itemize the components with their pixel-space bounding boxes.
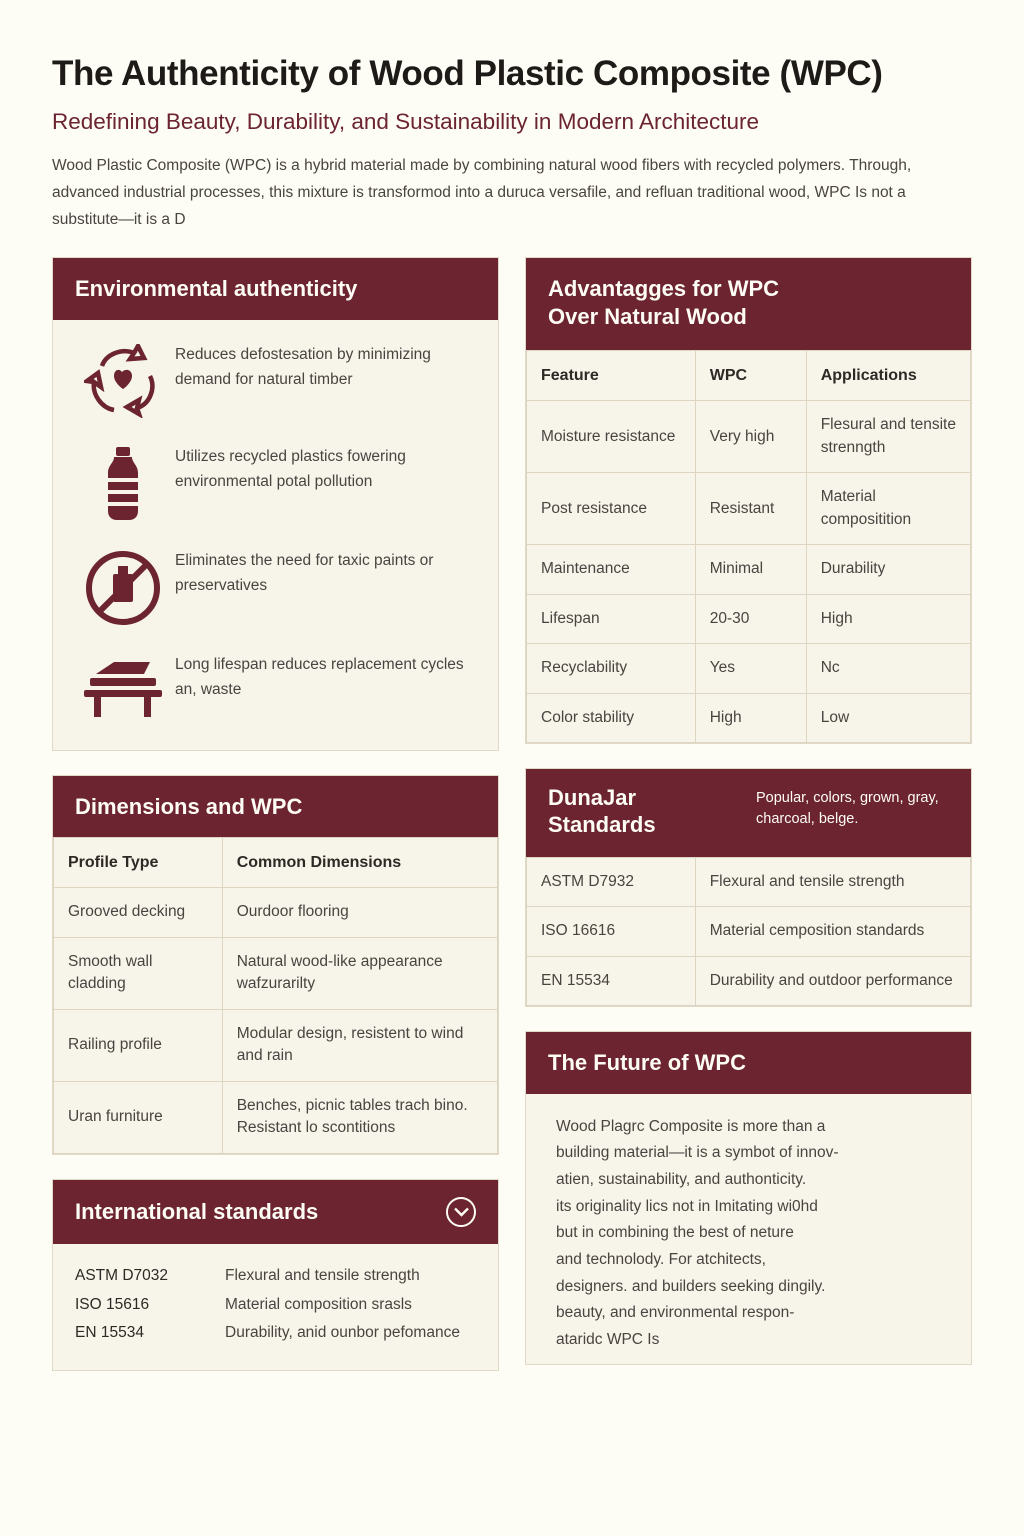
table-cell: EN 15534 (527, 956, 696, 1005)
table-row (527, 473, 971, 545)
future-line: its originality lics not in Imitating wi0hd (556, 1197, 818, 1215)
table-cell: Color stability (527, 693, 696, 742)
list-item (71, 652, 474, 718)
bench-icon (71, 652, 175, 718)
table-cell: Durability (806, 545, 970, 594)
table-row (54, 1081, 498, 1153)
card-header (526, 769, 971, 857)
dunajar-table-wrap (526, 857, 971, 1006)
column-header: Profile Type (54, 838, 223, 888)
dimensions-table-wrap (53, 837, 498, 1153)
table-row (527, 545, 971, 594)
no-toxic-paint-icon (71, 548, 175, 626)
card-dunajar-standards (525, 768, 972, 1007)
table-cell: Durability and outdoor performance (695, 956, 970, 1005)
advantages-table-wrap (526, 350, 971, 743)
standard-code: ISO 15616 (75, 1295, 150, 1313)
table-cell: Railing profile (54, 1009, 223, 1081)
column-header: WPC (695, 351, 806, 401)
dunajar-table (526, 857, 971, 1006)
future-line: beauty, and environmental respon- (556, 1304, 795, 1322)
table-cell: Ourdoor flooring (222, 888, 497, 937)
list-item-label: Reduces defostesation by minimizing demand for natural timber (175, 345, 431, 388)
table-header-row (527, 351, 971, 401)
chevron-down-circle-icon[interactable] (446, 1197, 476, 1227)
future-heading: The Future of WPC (548, 1050, 746, 1076)
page-title: The Authenticity of Wood Plastic Composite (WPC) (52, 54, 883, 93)
standard-code: EN 15534 (75, 1324, 144, 1342)
list-item-label: Eliminates the need for taxic paints or preservatives (175, 551, 434, 594)
table-row (527, 594, 971, 643)
column-header: Common Dimensions (222, 838, 497, 888)
standard-desc: Flexural and tensile strength (225, 1266, 420, 1284)
table-cell: Uran furniture (54, 1081, 223, 1153)
card-future-of-wpc (525, 1031, 972, 1364)
standard-desc: Material composition srasls (225, 1295, 412, 1313)
content-columns (52, 257, 972, 1395)
table-cell: ASTM D7932 (527, 857, 696, 906)
table-cell: ISO 16616 (527, 907, 696, 956)
recycle-arrows-icon (71, 342, 175, 418)
column-header: Applications (806, 351, 970, 401)
list-item (71, 342, 474, 418)
dunajar-heading-line1: DunaJar (548, 785, 637, 811)
advantages-table (526, 350, 971, 743)
table-cell: Natural wood-like appearance wafzurarilty (222, 937, 497, 1009)
card-header (53, 776, 498, 838)
dimensions-table (53, 837, 498, 1153)
table-row (527, 693, 971, 742)
card-header (53, 1180, 498, 1244)
intro-line-3: versafile, and refluan traditional wood, WPC Is not a substitute—it is a D (52, 183, 906, 228)
future-line: designers. and builders seeking dingily. (556, 1277, 826, 1295)
advantages-heading-line1: Advantagges for WPC (548, 276, 780, 302)
table-cell: Flesural and tensite strenngth (806, 401, 970, 473)
dunajar-heading-line2: Standards (548, 811, 656, 837)
card-header (526, 258, 971, 350)
card-dimensions (52, 775, 499, 1155)
table-cell: Grooved decking (54, 888, 223, 937)
right-column (525, 257, 972, 1395)
table-cell: Minimal (695, 545, 806, 594)
table-cell: Benches, picnic tables trach bino. Resistant lo scontitions (222, 1081, 497, 1153)
table-cell: 20-30 (695, 594, 806, 643)
table-cell: Nc (806, 644, 970, 693)
table-row (527, 956, 971, 1005)
table-row (54, 937, 498, 1009)
list-item-label: Utilizes recycled plastics fowering environmental potal pollution (175, 447, 406, 490)
table-row (54, 888, 498, 937)
international-list (53, 1244, 498, 1370)
international-heading: International standards (75, 1198, 319, 1224)
table-header-row (54, 838, 498, 888)
intro-line-1: Wood Plastic Composite (WPC) is a hybrid material made by combining natural wood fibers with (52, 157, 712, 175)
future-line: atien, sustainability, and authonticity. (556, 1171, 807, 1189)
list-item (71, 444, 474, 522)
table-cell: Modular design, resistent to wind and rain (222, 1009, 497, 1081)
environmental-list (53, 320, 498, 750)
intro-paragraph (52, 153, 972, 233)
future-text (526, 1094, 971, 1364)
column-header: Feature (527, 351, 696, 401)
card-international-standards (52, 1179, 499, 1371)
table-cell: Smooth wall cladding (54, 937, 223, 1009)
card-advantages (525, 257, 972, 744)
future-line: but in combining the best of neture (556, 1224, 794, 1242)
dunajar-color-note: Popular, colors, grown, gray, charcoal, belge. (756, 790, 939, 828)
table-cell: Maintenance (527, 545, 696, 594)
table-cell: Very high (695, 401, 806, 473)
future-line: and technolody. For atchitects, (556, 1251, 766, 1268)
table-cell: Resistant (695, 473, 806, 545)
standard-desc: Durability, anid ounbor pefomance (225, 1324, 460, 1342)
table-cell: Moisture resistance (527, 401, 696, 473)
table-cell: Flexural and tensile strength (695, 857, 970, 906)
list-item (75, 1291, 474, 1320)
page-subtitle: Redefining Beauty, Durability, and Sustainability in Modern Architecture (52, 109, 760, 135)
plastic-bottle-icon (71, 444, 175, 522)
future-line: building material—it is a symbot of innov- (556, 1144, 839, 1162)
list-item (71, 548, 474, 626)
table-cell: Low (806, 693, 970, 742)
table-row (527, 857, 971, 906)
table-row (527, 907, 971, 956)
card-environmental-authenticity (52, 257, 499, 751)
card-header (53, 258, 498, 320)
table-cell: High (695, 693, 806, 742)
table-cell: High (806, 594, 970, 643)
future-line: ataridc WPC Is (556, 1330, 660, 1348)
left-column (52, 257, 499, 1395)
intro-line-2: recycled polymers. Through, advanced industrial processes, this mixture is transformod into a duruca (52, 157, 912, 201)
table-row (527, 401, 971, 473)
list-item-label: Long lifespan reduces replacement cycles an, waste (175, 655, 464, 698)
card-header (526, 1032, 971, 1094)
table-row (54, 1009, 498, 1081)
table-cell: Recyclability (527, 644, 696, 693)
environmental-heading: Environmental authenticity (75, 276, 358, 302)
table-cell: Material compositition (806, 473, 970, 545)
dunajar-heading (548, 785, 656, 839)
table-cell: Yes (695, 644, 806, 693)
table-row (527, 644, 971, 693)
standard-code: ASTM D7032 (75, 1266, 169, 1284)
table-cell: Material cemposition standards (695, 907, 970, 956)
dimensions-heading: Dimensions and WPC (75, 793, 303, 819)
table-cell: Post resistance (527, 473, 696, 545)
list-item (75, 1319, 474, 1348)
advantages-heading-line2: Over Natural Wood (548, 303, 747, 329)
future-line: Wood Plagrc Composite is more than a (556, 1117, 826, 1135)
table-cell: Lifespan (527, 594, 696, 643)
list-item (75, 1262, 474, 1291)
